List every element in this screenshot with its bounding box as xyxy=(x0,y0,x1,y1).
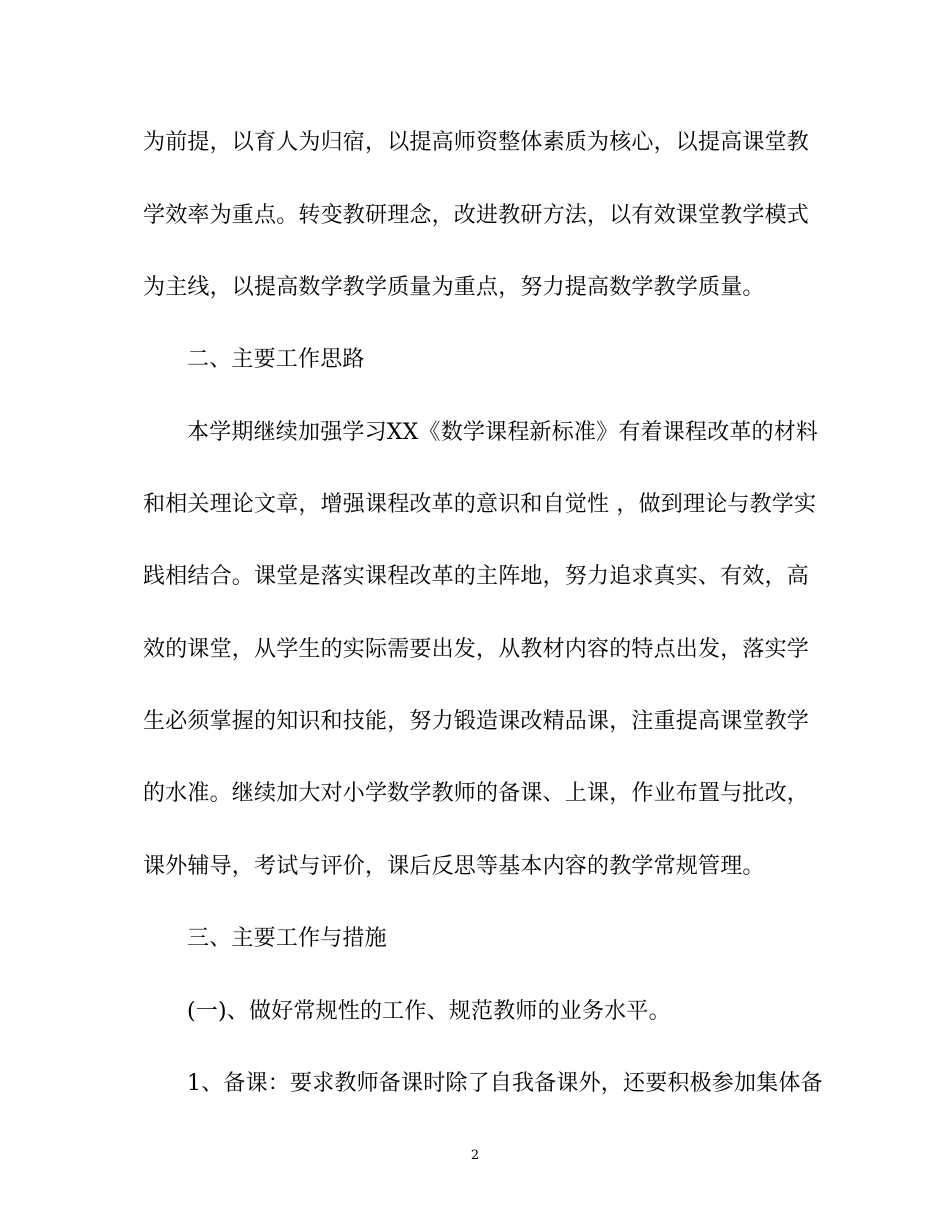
paragraph-line: 生必须掌握的知识和技能，努力锻造课改精品课，注重提高课堂教学 xyxy=(143,709,810,734)
paragraph-line: 本学期继续加强学习XX《数学课程新标准》有着课程改革的材料 xyxy=(187,420,819,445)
paragraph-line: 效的课堂，从学生的实际需要出发，从教材内容的特点出发，落实学 xyxy=(143,637,810,662)
paragraph-line: 为主线，以提高数学教学质量为重点，努力提高数学教学质量。 xyxy=(143,275,765,300)
paragraph-line: 学效率为重点。转变教研理念，改进教研方法，以有效课堂教学模式 xyxy=(143,203,810,228)
section-heading: 二、主要工作思路 xyxy=(187,347,365,372)
section-heading: 三、主要工作与措施 xyxy=(187,926,387,951)
page-number: 2 xyxy=(470,1148,480,1163)
paragraph-line: 1、备课：要求教师备课时除了自我备课外，还要积极参加集体备 xyxy=(187,1071,823,1096)
paragraph-line: 课外辅导，考试与评价，课后反思等基本内容的教学常规管理。 xyxy=(143,854,765,879)
paragraph-line: 的水准。继续加大对小学数学教师的备课、上课，作业布置与批改， xyxy=(143,781,810,806)
subsection-heading: (一)、做好常规性的工作、规范教师的业务水平。 xyxy=(187,999,671,1024)
paragraph-line: 践相结合。课堂是落实课程改革的主阵地，努力追求真实、有效，高 xyxy=(143,564,810,589)
paragraph-line: 和相关理论文章，增强课程改革的意识和自觉性 ，做到理论与教学实 xyxy=(143,492,817,517)
paragraph-line: 为前提，以育人为归宿，以提高师资整体素质为核心，以提高课堂教 xyxy=(143,130,810,155)
